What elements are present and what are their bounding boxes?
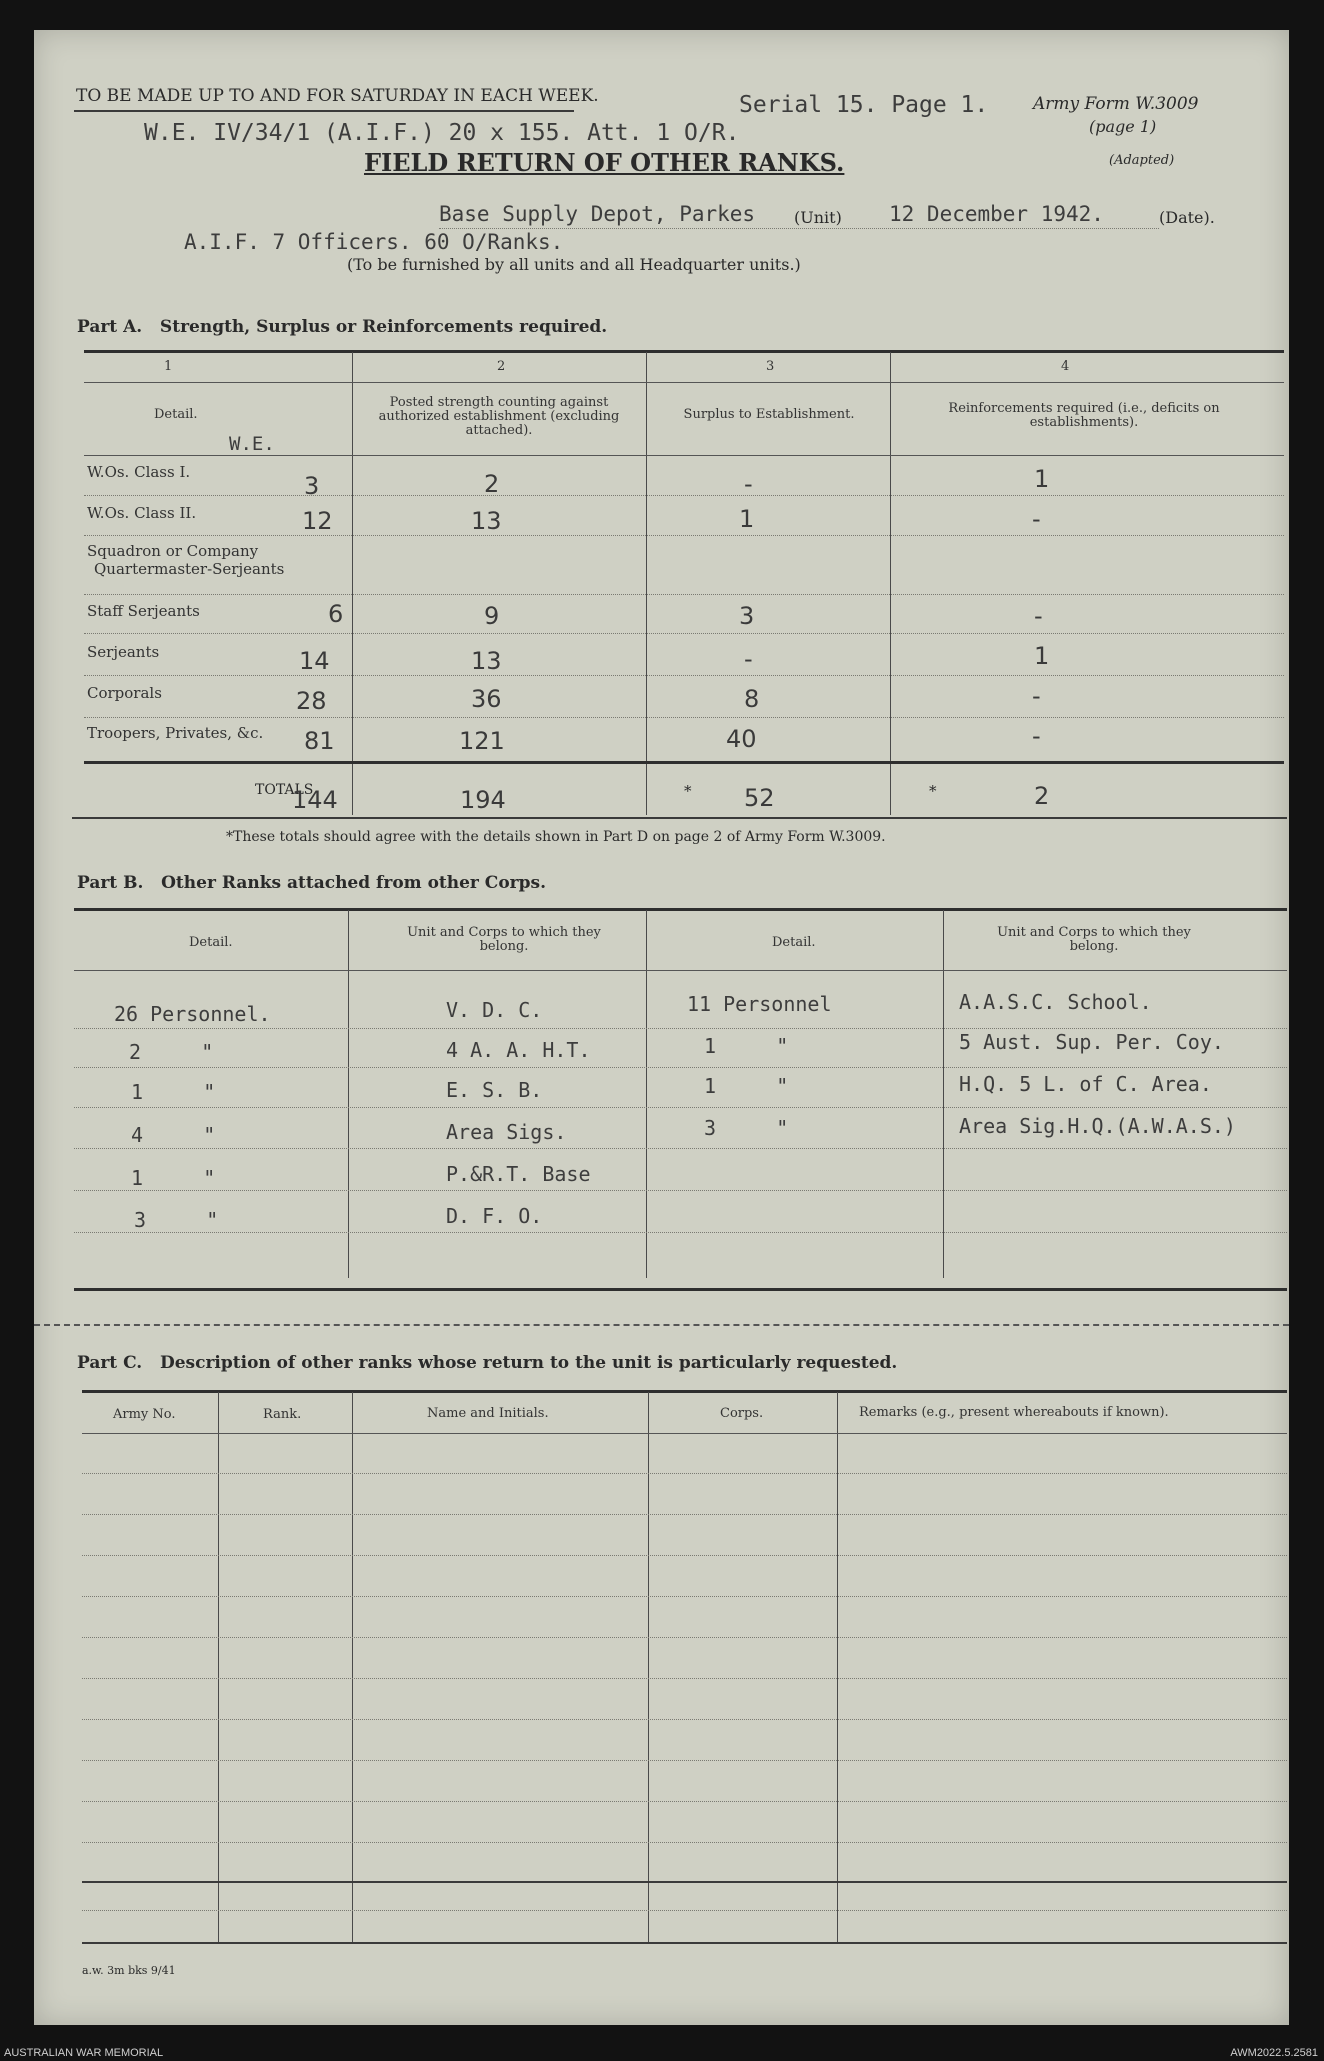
serial-page: Serial 15. Page 1. bbox=[739, 92, 989, 118]
part-b-top-rule bbox=[74, 908, 1287, 911]
part-a-col-number-2: 2 bbox=[497, 359, 506, 374]
perforation-line bbox=[34, 1324, 1289, 1326]
part-c-lower-rule bbox=[82, 1881, 1287, 1883]
row-posted-staff-serjeants: 9 bbox=[484, 602, 500, 630]
row-we-serjeants: 14 bbox=[299, 647, 330, 675]
part-b-col-divider-2 bbox=[646, 910, 647, 1278]
row-label-company-qms-line2: Quartermaster-Serjeants bbox=[94, 560, 285, 578]
row-rule bbox=[84, 535, 1284, 536]
part-b-header-detail-left: Detail. bbox=[189, 935, 233, 950]
part-b-row-rule bbox=[74, 1107, 1287, 1108]
row-rule bbox=[84, 675, 1284, 676]
row-rule bbox=[84, 717, 1284, 718]
weekly-instruction: TO BE MADE UP TO AND FOR SATURDAY IN EACH WEEK. bbox=[76, 86, 599, 106]
part-a-note: *These totals should agree with the details shown in Part D on page 2 of Army Form W.3009. bbox=[226, 829, 886, 845]
form-name: Army Form W.3009 bbox=[1033, 94, 1199, 114]
part-b-bottom-rule bbox=[74, 1288, 1287, 1291]
part-a-header-surplus: Surplus to Establishment. bbox=[683, 407, 855, 422]
part-c-header-corps: Corps. bbox=[720, 1406, 764, 1421]
part-a-bottom-rule bbox=[72, 817, 1287, 819]
header-underline bbox=[74, 110, 574, 112]
part-a-col-divider-1 bbox=[352, 352, 353, 815]
part-b-header-rule bbox=[74, 970, 1287, 971]
part-a-title: Part A. Strength, Surplus or Reinforcements required. bbox=[77, 317, 608, 337]
part-b-left-detail: 4 " bbox=[131, 1123, 216, 1147]
totals-posted: 194 bbox=[460, 786, 506, 814]
row-posted-wo-class-1: 2 bbox=[484, 470, 500, 498]
row-posted-serjeants: 13 bbox=[471, 647, 502, 675]
part-b-right-detail: 11 Personnel bbox=[687, 992, 832, 1016]
printer-mark: a.w. 3m bks 9/41 bbox=[82, 1964, 176, 1977]
part-b-left-unit: Area Sigs. bbox=[446, 1120, 567, 1144]
row-surplus-troopers: 40 bbox=[726, 725, 757, 753]
row-surplus-wo-class-2: 1 bbox=[739, 505, 755, 533]
furnish-note: (To be furnished by all units and all Headquarter units.) bbox=[347, 255, 801, 274]
part-c-header-rule bbox=[82, 1433, 1287, 1434]
part-c-row-rule bbox=[82, 1514, 1287, 1515]
totals-reinf-asterisk: * bbox=[929, 782, 937, 800]
date-label: (Date). bbox=[1159, 208, 1215, 227]
part-c-row-rule bbox=[82, 1910, 1287, 1911]
row-posted-troopers: 121 bbox=[459, 727, 505, 755]
date-value: 12 December 1942. bbox=[889, 202, 1104, 226]
part-b-left-detail: 26 Personnel. bbox=[114, 1002, 271, 1026]
row-reinf-troopers: - bbox=[1032, 722, 1041, 750]
row-we-staff-serjeants: 6 bbox=[328, 600, 344, 628]
part-c-row-rule bbox=[82, 1678, 1287, 1679]
part-a-header-reinforcements: Reinforcements required (i.e., deficits on establishments). bbox=[948, 401, 1220, 430]
part-c-bottom-rule bbox=[82, 1942, 1287, 1944]
row-we-wo-class-2: 12 bbox=[302, 507, 333, 535]
part-c-row-rule bbox=[82, 1842, 1287, 1843]
part-b-right-unit: H.Q. 5 L. of C. Area. bbox=[959, 1072, 1212, 1096]
part-c-header-rank: Rank. bbox=[263, 1407, 302, 1422]
unit-date-dotted-line bbox=[439, 228, 1159, 229]
row-label-corporals: Corporals bbox=[87, 684, 162, 702]
part-b-row-rule bbox=[74, 1067, 1287, 1068]
part-c-row-rule bbox=[82, 1473, 1287, 1474]
footer-accession-number: AWM2022.5.2581 bbox=[1230, 2047, 1318, 2059]
part-a-header-detail: Detail. bbox=[154, 407, 198, 422]
part-b-right-unit: 5 Aust. Sup. Per. Coy. bbox=[959, 1030, 1224, 1054]
row-we-troopers: 81 bbox=[304, 727, 335, 755]
form-adapted: (Adapted) bbox=[1109, 153, 1175, 168]
part-b-right-unit: Area Sig.H.Q.(A.W.A.S.) bbox=[959, 1114, 1236, 1138]
row-label-wo-class-1: W.Os. Class I. bbox=[87, 463, 191, 481]
part-a-col-number-4: 4 bbox=[1061, 359, 1070, 374]
part-b-row-rule bbox=[74, 1190, 1287, 1191]
row-label-serjeants: Serjeants bbox=[87, 643, 160, 661]
row-we-wo-class-1: 3 bbox=[304, 472, 320, 500]
part-b-header-unit-left: Unit and Corps to which they belong. bbox=[407, 925, 601, 954]
totals-we: 144 bbox=[292, 786, 338, 814]
row-we-corporals: 28 bbox=[296, 687, 327, 715]
row-surplus-staff-serjeants: 3 bbox=[739, 602, 755, 630]
we-annotation: W.E. bbox=[229, 433, 275, 455]
row-label-troopers: Troopers, Privates, &c. bbox=[87, 724, 264, 742]
part-b-left-detail: 2 " bbox=[129, 1040, 214, 1064]
row-surplus-wo-class-1: - bbox=[744, 470, 753, 498]
row-rule bbox=[84, 633, 1284, 634]
unit-label: (Unit) bbox=[794, 208, 842, 227]
part-c-row-rule bbox=[82, 1801, 1287, 1802]
aif-line: A.I.F. 7 Officers. 60 O/Ranks. bbox=[184, 230, 564, 254]
part-b-right-detail: 3 " bbox=[704, 1116, 789, 1140]
we-line: W.E. IV/34/1 (A.I.F.) 20 x 155. Att. 1 O/R. bbox=[144, 120, 740, 146]
part-a-col-number-1: 1 bbox=[164, 359, 173, 374]
row-surplus-serjeants: - bbox=[744, 645, 753, 673]
row-label-wo-class-2: W.Os. Class II. bbox=[87, 504, 197, 522]
totals-reinf: 2 bbox=[1034, 782, 1050, 810]
part-b-title: Part B. Other Ranks attached from other Corps. bbox=[77, 873, 547, 893]
part-b-header-detail-right: Detail. bbox=[772, 935, 816, 950]
part-a-number-rule bbox=[84, 382, 1284, 383]
part-c-top-rule bbox=[82, 1390, 1287, 1393]
part-a-header-rule bbox=[84, 455, 1284, 456]
part-c-col-divider-1 bbox=[218, 1392, 219, 1942]
part-b-left-unit: D. F. O. bbox=[446, 1204, 543, 1228]
row-rule bbox=[84, 594, 1284, 595]
part-a-header-posted: Posted strength counting against authorized establishment (excluding attached). bbox=[378, 395, 620, 438]
footer-source: AUSTRALIAN WAR MEMORIAL bbox=[4, 2047, 164, 2059]
totals-surplus-asterisk: * bbox=[684, 782, 692, 800]
part-b-row-rule bbox=[74, 1232, 1287, 1233]
part-b-right-detail: 1 " bbox=[704, 1034, 789, 1058]
part-b-left-detail: 1 " bbox=[131, 1080, 216, 1104]
part-b-left-unit: V. D. C. bbox=[446, 998, 543, 1022]
part-c-title: Part C. Description of other ranks whose return to the unit is particularly requested. bbox=[77, 1353, 898, 1373]
part-b-right-detail: 1 " bbox=[704, 1074, 789, 1098]
part-a-col-number-3: 3 bbox=[766, 359, 775, 374]
part-b-left-unit: E. S. B. bbox=[446, 1078, 543, 1102]
row-posted-corporals: 36 bbox=[471, 685, 502, 713]
part-c-header-name: Name and Initials. bbox=[427, 1406, 549, 1421]
part-a-col-divider-2 bbox=[646, 352, 647, 815]
part-b-col-divider-1 bbox=[348, 910, 349, 1278]
part-b-header-unit-right: Unit and Corps to which they belong. bbox=[997, 925, 1191, 954]
part-c-col-divider-2 bbox=[352, 1392, 353, 1942]
unit-value: Base Supply Depot, Parkes bbox=[439, 202, 756, 226]
row-label-staff-serjeants: Staff Serjeants bbox=[87, 602, 200, 620]
part-c-row-rule bbox=[82, 1555, 1287, 1556]
row-reinf-corporals: - bbox=[1032, 682, 1041, 710]
part-c-row-rule bbox=[82, 1596, 1287, 1597]
part-b-right-unit: A.A.S.C. School. bbox=[959, 990, 1152, 1014]
form-title: FIELD RETURN OF OTHER RANKS. bbox=[364, 148, 845, 177]
part-c-col-divider-4 bbox=[837, 1392, 838, 1942]
part-c-row-rule bbox=[82, 1760, 1287, 1761]
part-c-row-rule bbox=[82, 1719, 1287, 1720]
part-c-header-army-no: Army No. bbox=[113, 1407, 176, 1422]
part-b-left-unit: P.&R.T. Base bbox=[446, 1162, 591, 1186]
part-a-top-rule bbox=[84, 350, 1284, 353]
part-c-col-divider-3 bbox=[648, 1392, 649, 1942]
row-label-company-qms: Squadron or Company bbox=[87, 542, 259, 560]
row-posted-wo-class-2: 13 bbox=[471, 507, 502, 535]
row-rule bbox=[84, 495, 1284, 496]
part-b-left-detail: 1 " bbox=[131, 1166, 216, 1190]
part-b-row-rule bbox=[74, 1148, 1287, 1149]
row-reinf-serjeants: 1 bbox=[1034, 642, 1050, 670]
form-page: (page 1) bbox=[1089, 117, 1157, 136]
part-c-row-rule bbox=[82, 1637, 1287, 1638]
part-c-header-remarks: Remarks (e.g., present whereabouts if known). bbox=[859, 1405, 1169, 1420]
row-reinf-wo-class-2: - bbox=[1032, 505, 1041, 533]
part-b-col-divider-3 bbox=[943, 910, 944, 1278]
row-reinf-wo-class-1: 1 bbox=[1034, 465, 1050, 493]
part-b-row-rule bbox=[74, 1028, 1287, 1029]
form-paper bbox=[34, 30, 1289, 2025]
part-b-left-unit: 4 A. A. H.T. bbox=[446, 1038, 591, 1062]
row-reinf-staff-serjeants: - bbox=[1034, 602, 1043, 630]
part-b-left-detail: 3 " bbox=[134, 1208, 219, 1232]
totals-surplus: 52 bbox=[744, 784, 775, 812]
part-a-col-divider-3 bbox=[890, 352, 891, 815]
row-surplus-corporals: 8 bbox=[744, 685, 760, 713]
totals-label: TOTALS bbox=[255, 782, 314, 798]
part-a-totals-rule bbox=[84, 761, 1284, 764]
